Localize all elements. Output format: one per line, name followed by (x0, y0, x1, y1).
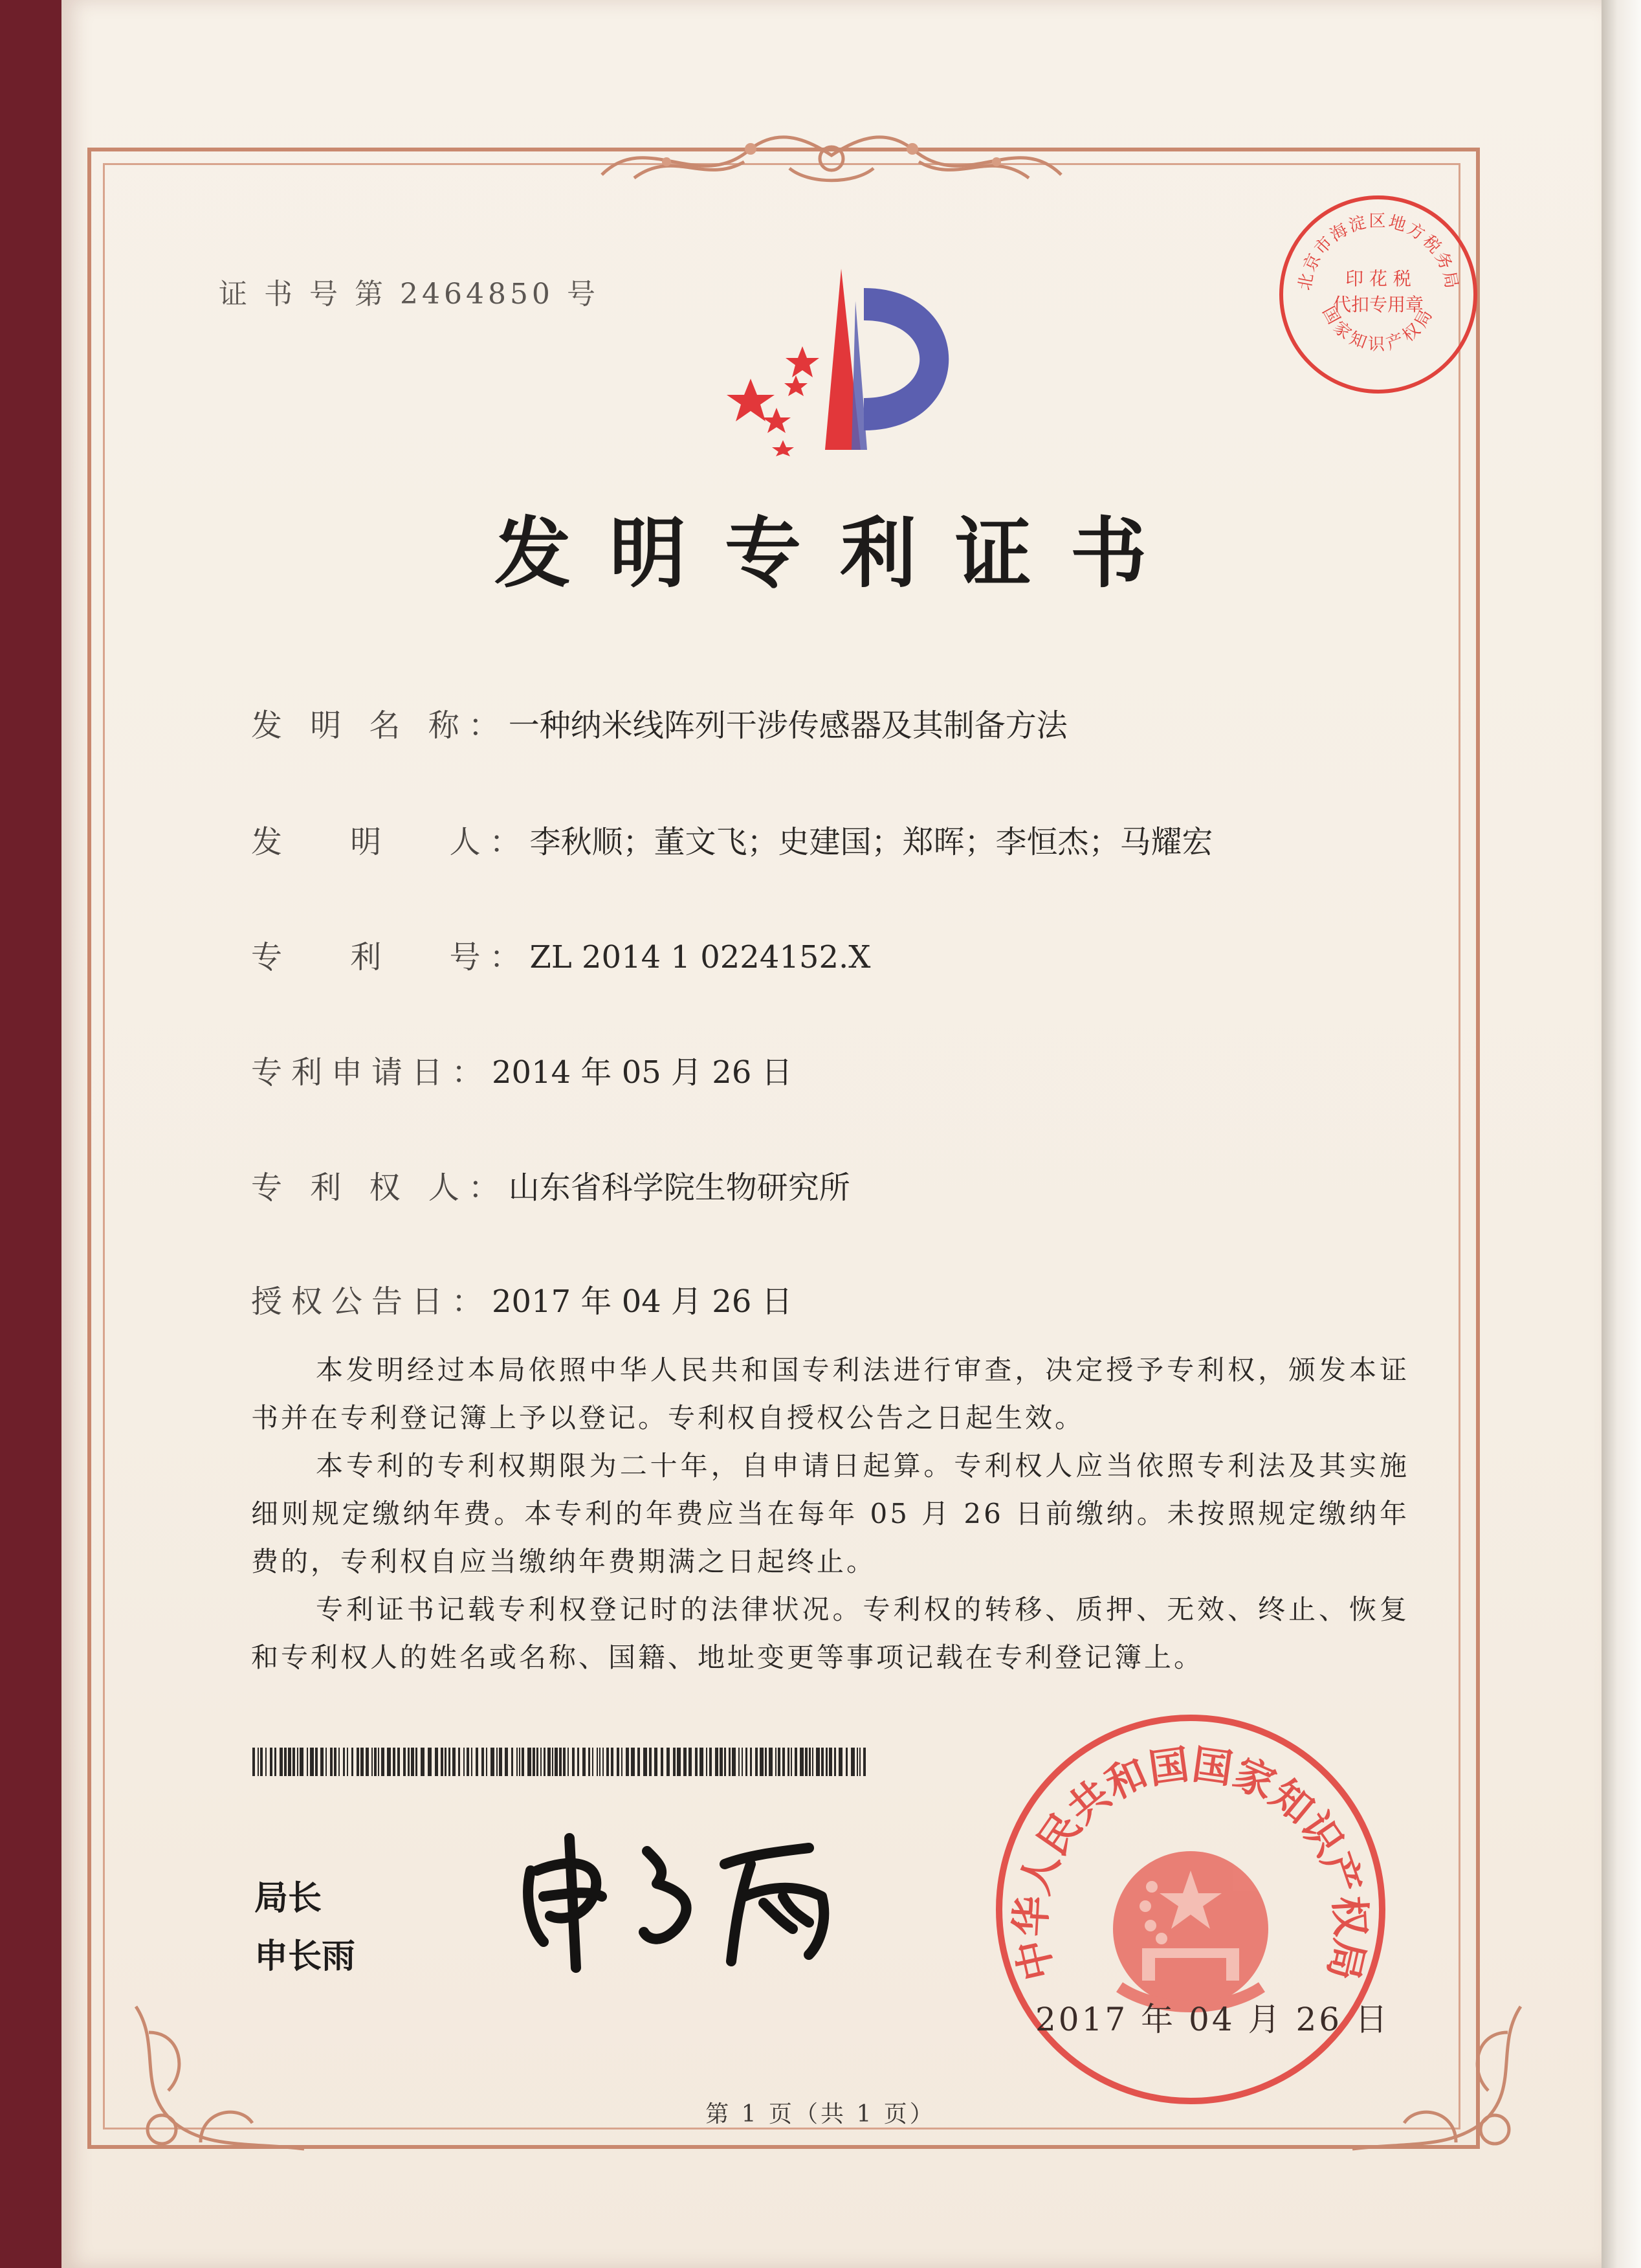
barcode-bar (270, 1748, 272, 1776)
barcode-bar (452, 1748, 456, 1776)
barcode-bar (567, 1748, 569, 1776)
barcode-bar (265, 1748, 267, 1776)
barcode-bar (499, 1748, 502, 1776)
barcode-bar (540, 1748, 542, 1776)
barcode-bar (288, 1748, 291, 1776)
barcode-bar (458, 1748, 460, 1776)
tax-stamp-lower-ring-text: 国家知识产权局 (1318, 303, 1438, 355)
barcode-bar (297, 1748, 298, 1776)
body-paragraph: 本专利的专利权期限为二十年，自申请日起算。专利权人应当依照专利法及其实施细则规定缴纳年费。本专利的年费应当在每年 05 月 26 日前缴纳。未按照规定缴纳年费的，专利权自应当缴纳年费期满之日起终止。 (251, 1450, 1409, 1577)
body-paragraph: 本发明经过本局依照中华人民共和国专利法进行审查，决定授予专利权，颁发本证书并在专利登记簿上予以登记。专利权自授权公告之日起生效。 (251, 1354, 1409, 1434)
certificate-body (251, 1346, 1409, 1682)
seal-ring-text: 中华人民共和国国家知识产权局 (1006, 1740, 1375, 1985)
barcode-bar (812, 1748, 813, 1776)
barcode-bar (599, 1748, 600, 1776)
barcode-bar (851, 1748, 855, 1776)
field-value: 2017 年 04 月 26 日 (492, 1284, 793, 1320)
barcode-bar (857, 1748, 858, 1776)
barcode-bar (310, 1748, 314, 1776)
barcode-bar (258, 1748, 259, 1776)
body-paragraph: 专利证书记载专利权登记时的法律状况。专利权的转移、质押、无效、终止、恢复和专利权人的姓名或名称、国籍、地址变更等事项记载在专利登记簿上。 (251, 1594, 1409, 1673)
barcode-bar (787, 1748, 789, 1776)
barcode-bar (527, 1748, 531, 1776)
barcode-bar (791, 1748, 792, 1776)
barcode-bar (555, 1748, 558, 1776)
barcode-bar (617, 1748, 619, 1776)
barcode-bar (800, 1748, 804, 1776)
barcode-bar (760, 1748, 764, 1776)
barcode-bar (755, 1748, 758, 1776)
barcode-bar (505, 1748, 508, 1776)
barcode-bar (765, 1748, 767, 1776)
barcode-bar (387, 1748, 391, 1776)
barcode-bar (467, 1748, 469, 1776)
barcode-bar (729, 1748, 731, 1776)
field-label: 发 明 名 称： (251, 707, 509, 744)
barcode-bar (252, 1748, 255, 1776)
barcode-bar (821, 1748, 824, 1776)
barcode-bar (699, 1748, 703, 1776)
barcode-bar (805, 1748, 808, 1776)
director-signature (505, 1825, 867, 1974)
barcode-bar (435, 1748, 438, 1776)
tax-stamp-line2: 代扣专用章 (1332, 294, 1424, 315)
barcode-bar (695, 1748, 698, 1776)
barcode-bar (544, 1748, 545, 1776)
barcode-bar (476, 1748, 478, 1776)
corner-ornament-left (123, 1994, 317, 2162)
barcode-bar (778, 1748, 780, 1776)
field-label: 发 明 人： (251, 824, 530, 860)
barcode-bar (325, 1748, 327, 1776)
barcode-bar (315, 1748, 318, 1776)
barcode-bar (338, 1748, 340, 1776)
barcode-bar (742, 1748, 743, 1776)
barcode-bar (448, 1748, 450, 1776)
certificate-number-suffix: 号 (566, 278, 599, 311)
barcode-bar (463, 1748, 465, 1776)
tax-stamp-ring-text: 北京市海淀区地方税务局 (1295, 212, 1462, 292)
barcode-bar (284, 1748, 287, 1776)
barcode-bar (826, 1748, 828, 1776)
barcode-bar (683, 1748, 687, 1776)
barcode-bar (724, 1748, 726, 1776)
barcode-bar (366, 1748, 369, 1776)
barcode-bar (347, 1748, 348, 1776)
barcode-bar (516, 1748, 518, 1776)
barcode-bar (654, 1748, 657, 1776)
sipo-official-seal (990, 1709, 1391, 2110)
barcode-bar (611, 1748, 613, 1776)
director-name: 申长雨 (254, 1937, 356, 1976)
field-label: 专 利 权 人： (251, 1170, 509, 1206)
barcode-bar (300, 1748, 303, 1776)
barcode-bar (371, 1748, 373, 1776)
barcode-bar (745, 1748, 747, 1776)
barcode-bar (572, 1748, 575, 1776)
barcode-bar (859, 1748, 861, 1776)
barcode-bar (626, 1748, 629, 1776)
barcode-bar (582, 1748, 586, 1776)
page-edge (1602, 0, 1641, 2268)
barcode-bar (334, 1748, 336, 1776)
barcode-bar (374, 1748, 377, 1776)
barcode-bar (588, 1748, 590, 1776)
barcode-bar (378, 1748, 379, 1776)
barcode-bar (445, 1748, 446, 1776)
barcode-bar (782, 1748, 785, 1776)
field-invention-name (251, 700, 1068, 745)
barcode-bar (511, 1748, 513, 1776)
barcode-bar (706, 1748, 707, 1776)
field-value: 2014 年 05 月 26 日 (492, 1054, 793, 1091)
certificate-number (219, 271, 599, 312)
barcode-bar (738, 1748, 740, 1776)
barcode-bar (552, 1748, 553, 1776)
field-inventors (251, 817, 1213, 862)
barcode-bar (597, 1748, 598, 1776)
patent-emblem-icon (705, 262, 977, 456)
barcode-bar (381, 1748, 384, 1776)
barcode-bar (408, 1748, 410, 1776)
barcode-bar (421, 1748, 424, 1776)
tax-stamp-line1: 印 花 税 (1345, 268, 1411, 289)
barcode-bar (577, 1748, 579, 1776)
barcode-bar (863, 1748, 866, 1776)
barcode-bar (481, 1748, 484, 1776)
barcode-bar (471, 1748, 472, 1776)
barcode-bar (490, 1748, 494, 1776)
barcode-bar (621, 1748, 622, 1776)
barcode-bar (649, 1748, 652, 1776)
field-value: 山东省科学院生物研究所 (508, 1170, 850, 1206)
barcode-bar (750, 1748, 752, 1776)
field-grant-date (251, 1276, 793, 1321)
barcode-bar (441, 1748, 443, 1776)
barcode-bar (592, 1748, 593, 1776)
barcode-bar (307, 1748, 308, 1776)
field-label: 专 利 号： (251, 939, 530, 975)
certificate-number-value: 2464850 (399, 278, 554, 311)
barcode-bar (631, 1748, 635, 1776)
top-ornament (595, 123, 1068, 194)
barcode-bar (563, 1748, 566, 1776)
field-label: 专利申请日： (251, 1054, 492, 1091)
barcode-bar (536, 1748, 538, 1776)
field-value: 李秋顺；董文飞；史建国；郑晖；李恒杰；马耀宏 (529, 824, 1213, 860)
tax-stamp-seal (1272, 188, 1485, 401)
barcode-bar (320, 1748, 324, 1776)
barcode-bar (559, 1748, 562, 1776)
barcode-bar (809, 1748, 811, 1776)
barcode-bar (666, 1748, 670, 1776)
barcode-bar (415, 1748, 417, 1776)
page-footer: 第 1 页（共 1 页） (705, 2101, 936, 2128)
barcode-bar (274, 1748, 276, 1776)
barcode-bar (715, 1748, 718, 1776)
barcode-bar (292, 1748, 295, 1776)
barcode-bar (351, 1748, 353, 1776)
field-patent-number (251, 932, 870, 977)
barcode-bar (393, 1748, 395, 1776)
barcode-bar (643, 1748, 647, 1776)
barcode-bar (673, 1748, 676, 1776)
barcode-bar (486, 1748, 487, 1776)
barcode-bar (769, 1748, 773, 1776)
barcode-bar (677, 1748, 681, 1776)
field-application-date (251, 1047, 793, 1092)
barcode-bar (411, 1748, 414, 1776)
barcode-bar (829, 1748, 832, 1776)
barcode-bar (688, 1748, 692, 1776)
barcode-bar (519, 1748, 520, 1776)
barcode-bar (260, 1748, 263, 1776)
barcode-bar (846, 1748, 848, 1776)
barcode-bar (720, 1748, 723, 1776)
barcode-bar (360, 1748, 364, 1776)
barcode-bar (637, 1748, 640, 1776)
barcode-bar (330, 1748, 333, 1776)
barcode-bar (839, 1748, 843, 1776)
barcode-bar (496, 1748, 498, 1776)
barcode-bar (732, 1748, 736, 1776)
barcode-bar (343, 1748, 345, 1776)
barcode-bar (428, 1748, 432, 1776)
barcode-bar (775, 1748, 776, 1776)
certificate-title: 发明专利证书 (494, 508, 1185, 598)
barcode (252, 1748, 867, 1776)
barcode-bar (280, 1748, 283, 1776)
certificate-number-prefix: 证 书 号 第 (219, 278, 387, 311)
barcode-bar (661, 1748, 663, 1776)
director-title: 局长 (254, 1879, 322, 1918)
barcode-bar (522, 1748, 524, 1776)
field-label: 授权公告日： (251, 1284, 492, 1320)
barcode-bar (547, 1748, 551, 1776)
barcode-bar (403, 1748, 406, 1776)
barcode-bar (795, 1748, 797, 1776)
barcode-bar (816, 1748, 820, 1776)
field-patentee (251, 1162, 850, 1207)
barcode-bar (606, 1748, 609, 1776)
barcode-bar (602, 1748, 604, 1776)
barcode-bar (357, 1748, 359, 1776)
barcode-bar (533, 1748, 535, 1776)
field-value: 一种纳米线阵列干涉传感器及其制备方法 (508, 707, 1068, 744)
field-value: ZL 2014 1 0224152.X (529, 939, 871, 975)
barcode-bar (834, 1748, 836, 1776)
barcode-bar (397, 1748, 400, 1776)
barcode-bar (709, 1748, 712, 1776)
seal-date: 2017 年 04 月 26 日 (1035, 2001, 1390, 2038)
